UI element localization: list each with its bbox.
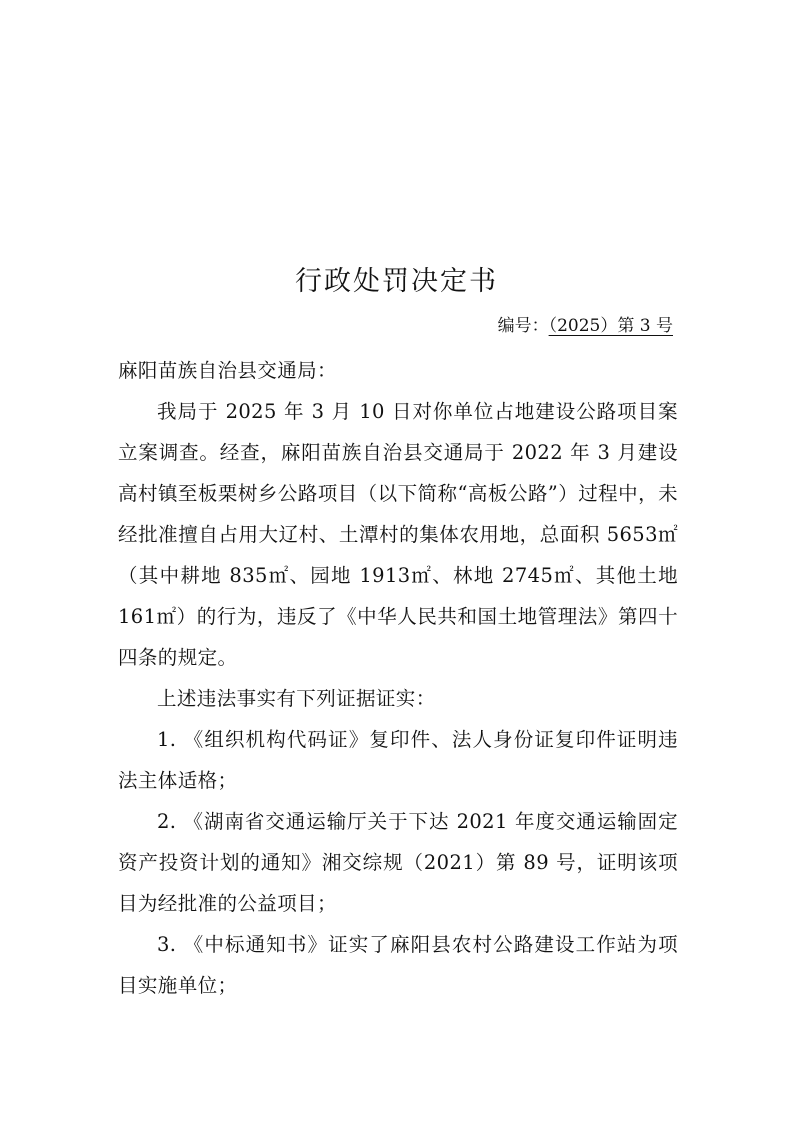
- evidence-item-1: 1. 《组织机构代码证》复印件、法人身份证复印件证明违法主体适格；: [118, 728, 678, 792]
- evidence-item-2: 2. 《湖南省交通运输厅关于下达 2021 年度交通运输固定资产投资计划的通知》湘交综规（2021）第 89 号，证明该项目为经批准的公益项目；: [118, 810, 678, 915]
- document-number-label: 编号：: [497, 316, 549, 336]
- document-body: [118, 350, 678, 1006]
- document-number-value: （2025）第 3 号: [548, 316, 673, 336]
- document-number: [498, 313, 673, 339]
- addressee: 麻阳苗族自治县交通局：: [118, 359, 337, 382]
- evidence-item-3: 3. 《中标通知书》证实了麻阳县农村公路建设工作站为项目实施单位；: [118, 933, 678, 997]
- document-title: 行政处罚决定书: [295, 266, 498, 297]
- paragraph-facts: 我局于 2025 年 3 月 10 日对你单位占地建设公路项目案立案调查。经查，麻阳苗族自治县交通局于 2022 年 3 月建设高村镇至板栗树乡公路项目（以下简称“高板公路”）过程中，未经批准擅自占用大辽村、土潭村的集体农用地，总面积 5653㎡（其中耕地 835㎡、园地 1913㎡、林地 2745㎡、其他土地 161㎡）的行为，违反了《中华人民共和国土地管理法》第四十四条的规定。: [118, 400, 678, 669]
- paragraph-evidence-intro: 上述违法事实有下列证据证实：: [157, 687, 436, 710]
